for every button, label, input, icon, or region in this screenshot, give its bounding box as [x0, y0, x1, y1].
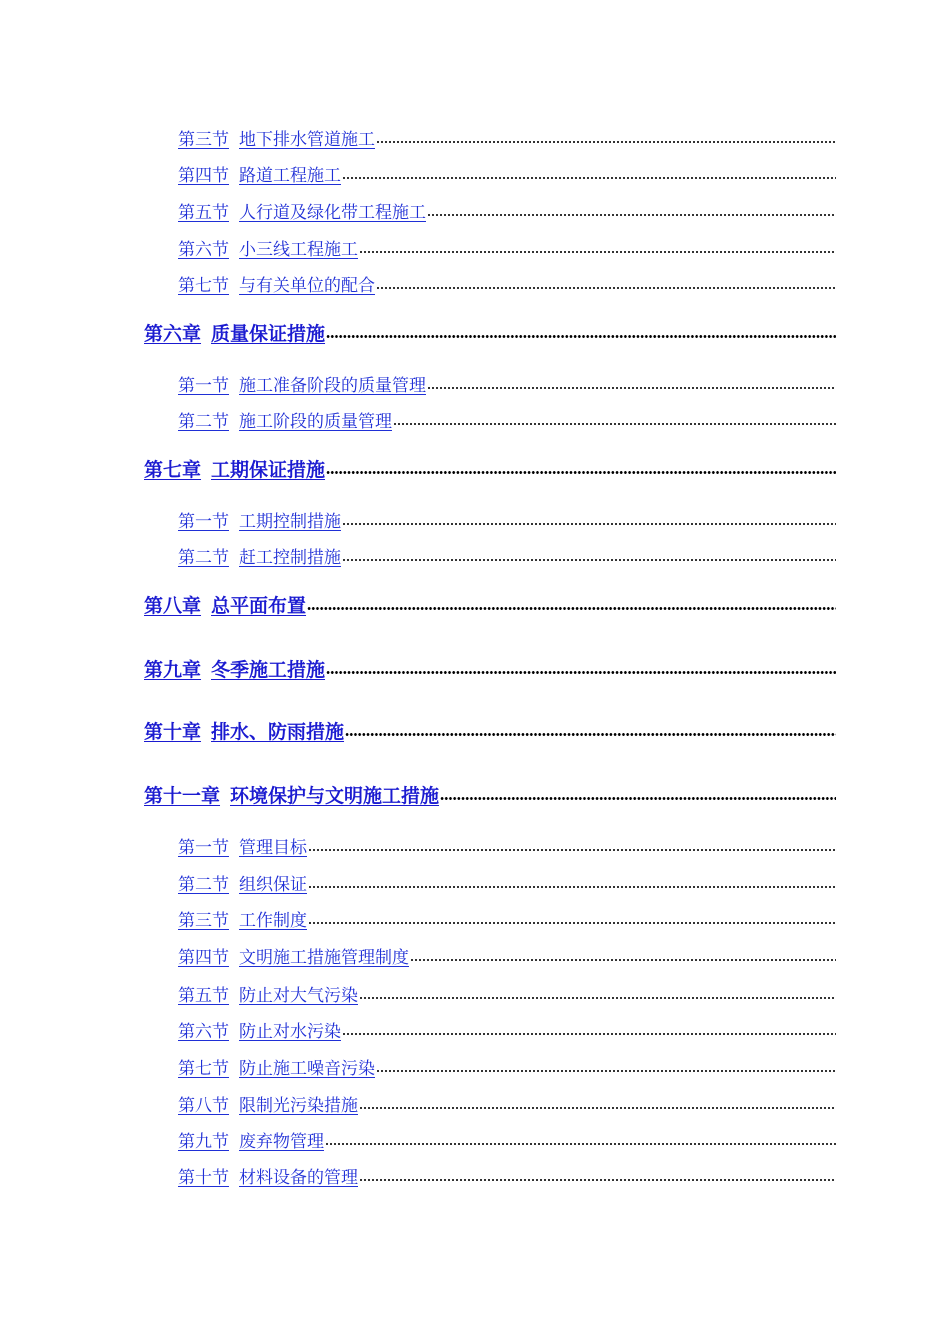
toc-section-link[interactable] — [178, 235, 358, 260]
toc-section-link[interactable] — [178, 407, 392, 432]
dot-leader — [326, 670, 836, 675]
dot-leader — [345, 732, 836, 737]
toc-section-link[interactable] — [178, 161, 341, 186]
toc-chapter-link[interactable] — [144, 717, 344, 744]
dot-leader — [359, 1178, 836, 1182]
dot-leader — [307, 606, 836, 611]
toc-entry-number: 第八章 — [144, 595, 202, 617]
toc-section-entry — [178, 869, 836, 895]
toc-entry-title: 人行道及绿化带工程施工 — [239, 203, 426, 223]
dot-leader — [427, 386, 836, 390]
toc-entry-title: 防止施工噪音污染 — [239, 1059, 375, 1079]
toc-section-entry — [178, 506, 836, 532]
toc-entry-title: 防止对水污染 — [239, 1022, 341, 1042]
toc-section-entry — [178, 1053, 836, 1079]
toc-section-link[interactable] — [178, 1163, 358, 1188]
toc-entry-number: 第一节 — [178, 838, 229, 858]
toc-entry-title: 工作制度 — [239, 911, 307, 931]
toc-entry-title: 工期保证措施 — [211, 459, 326, 481]
toc-entry-number: 第六节 — [178, 240, 229, 260]
toc-section-entry — [178, 370, 836, 396]
toc-entry-number: 第九节 — [178, 1132, 229, 1152]
toc-entry-title: 赶工控制措施 — [239, 548, 341, 568]
toc-entry-number: 第五节 — [178, 986, 229, 1006]
toc-chapter-link[interactable] — [144, 655, 325, 682]
toc-entry-number: 第十节 — [178, 1168, 229, 1188]
toc-entry-number: 第七章 — [144, 459, 202, 481]
toc-section-entry — [178, 942, 836, 968]
toc-entry-title: 路道工程施工 — [239, 166, 341, 186]
toc-section-link[interactable] — [178, 1017, 341, 1042]
dot-leader — [376, 1069, 836, 1073]
dot-leader — [440, 796, 836, 801]
toc-section-link[interactable] — [178, 870, 307, 895]
toc-entry-title: 材料设备的管理 — [239, 1168, 358, 1188]
dot-leader — [342, 176, 836, 180]
toc-entry-number: 第三节 — [178, 911, 229, 931]
toc-entry-number: 第九章 — [144, 659, 202, 681]
toc-chapter-entry — [144, 714, 836, 744]
toc-entry-title: 管理目标 — [239, 838, 307, 858]
toc-entry-number: 第二节 — [178, 548, 229, 568]
toc-section-link[interactable] — [178, 981, 358, 1006]
toc-section-entry — [178, 1126, 836, 1152]
toc-section-link[interactable] — [178, 543, 341, 568]
dot-leader — [359, 1106, 836, 1110]
toc-section-entry — [178, 980, 836, 1006]
toc-entry-number: 第四节 — [178, 166, 229, 186]
toc-section-entry — [178, 832, 836, 858]
toc-section-entry — [178, 1162, 836, 1188]
toc-entry-title: 排水、防雨措施 — [211, 721, 345, 743]
dot-leader — [308, 885, 836, 889]
toc-section-link[interactable] — [178, 371, 426, 396]
toc-chapter-link[interactable] — [144, 319, 325, 346]
toc-entry-title: 组织保证 — [239, 875, 307, 895]
dot-leader — [376, 140, 836, 144]
toc-section-link[interactable] — [178, 1091, 358, 1116]
toc-section-link[interactable] — [178, 833, 307, 858]
toc-section-entry — [178, 197, 836, 223]
dot-leader — [376, 286, 836, 290]
toc-entry-title: 废弃物管理 — [239, 1132, 324, 1152]
toc-section-entry — [178, 234, 836, 260]
toc-section-link[interactable] — [178, 271, 375, 296]
toc-entry-title: 质量保证措施 — [211, 323, 326, 345]
toc-entry-title: 地下排水管道施工 — [239, 130, 375, 150]
toc-entry-title: 冬季施工措施 — [211, 659, 326, 681]
toc-section-link[interactable] — [178, 198, 426, 223]
toc-entry-title: 限制光污染措施 — [239, 1096, 358, 1116]
toc-entry-number: 第十章 — [144, 721, 202, 743]
toc-entry-number: 第二节 — [178, 412, 229, 432]
toc-section-link[interactable] — [178, 1054, 375, 1079]
toc-entry-title: 总平面布置 — [211, 595, 307, 617]
toc-section-entry — [178, 124, 836, 150]
toc-section-entry — [178, 542, 836, 568]
dot-leader — [325, 1142, 836, 1146]
toc-entry-number: 第一节 — [178, 512, 229, 532]
dot-leader — [342, 558, 836, 562]
toc-entry-number: 第十一章 — [144, 785, 221, 807]
toc-section-entry — [178, 1090, 836, 1116]
toc-chapter-entry — [144, 652, 836, 682]
toc-entry-title: 防止对大气污染 — [239, 986, 358, 1006]
toc-entry-title: 施工准备阶段的质量管理 — [239, 376, 426, 396]
toc-section-link[interactable] — [178, 125, 375, 150]
toc-section-entry — [178, 270, 836, 296]
toc-section-link[interactable] — [178, 1127, 324, 1152]
toc-entry-number: 第五节 — [178, 203, 229, 223]
toc-entry-title: 小三线工程施工 — [239, 240, 358, 260]
dot-leader — [326, 334, 836, 339]
toc-chapter-entry — [144, 588, 836, 618]
toc-entry-number: 第六节 — [178, 1022, 229, 1042]
dot-leader — [410, 958, 836, 962]
toc-entry-number: 第二节 — [178, 875, 229, 895]
toc-entry-number: 第七节 — [178, 1059, 229, 1079]
toc-entry-title: 与有关单位的配合 — [239, 276, 375, 296]
toc-entry-title: 工期控制措施 — [239, 512, 341, 532]
toc-section-entry — [178, 160, 836, 186]
dot-leader — [359, 250, 836, 254]
toc-entry-number: 第六章 — [144, 323, 202, 345]
toc-section-link[interactable] — [178, 943, 409, 968]
dot-leader — [393, 422, 836, 426]
dot-leader — [326, 470, 836, 475]
toc-entry-title: 环境保护与文明施工措施 — [230, 785, 440, 807]
toc-entry-number: 第八节 — [178, 1096, 229, 1116]
dot-leader — [342, 1032, 836, 1036]
toc-entry-number: 第一节 — [178, 376, 229, 396]
toc-section-entry — [178, 1016, 836, 1042]
toc-entry-title: 施工阶段的质量管理 — [239, 412, 392, 432]
toc-section-entry — [178, 905, 836, 931]
toc-section-entry — [178, 406, 836, 432]
toc-entry-number: 第七节 — [178, 276, 229, 296]
dot-leader — [308, 921, 836, 925]
dot-leader — [359, 996, 836, 1000]
toc-section-link[interactable] — [178, 507, 341, 532]
toc-chapter-link[interactable] — [144, 455, 325, 482]
toc-section-link[interactable] — [178, 906, 307, 931]
toc-chapter-entry — [144, 316, 836, 346]
dot-leader — [308, 848, 836, 852]
toc-entry-title: 文明施工措施管理制度 — [239, 948, 409, 968]
toc-chapter-link[interactable] — [144, 781, 439, 808]
toc-chapter-entry — [144, 778, 836, 808]
toc-chapter-link[interactable] — [144, 591, 306, 618]
toc-entry-number: 第三节 — [178, 130, 229, 150]
dot-leader — [342, 522, 836, 526]
dot-leader — [427, 213, 836, 217]
toc-entry-number: 第四节 — [178, 948, 229, 968]
toc-chapter-entry — [144, 452, 836, 482]
